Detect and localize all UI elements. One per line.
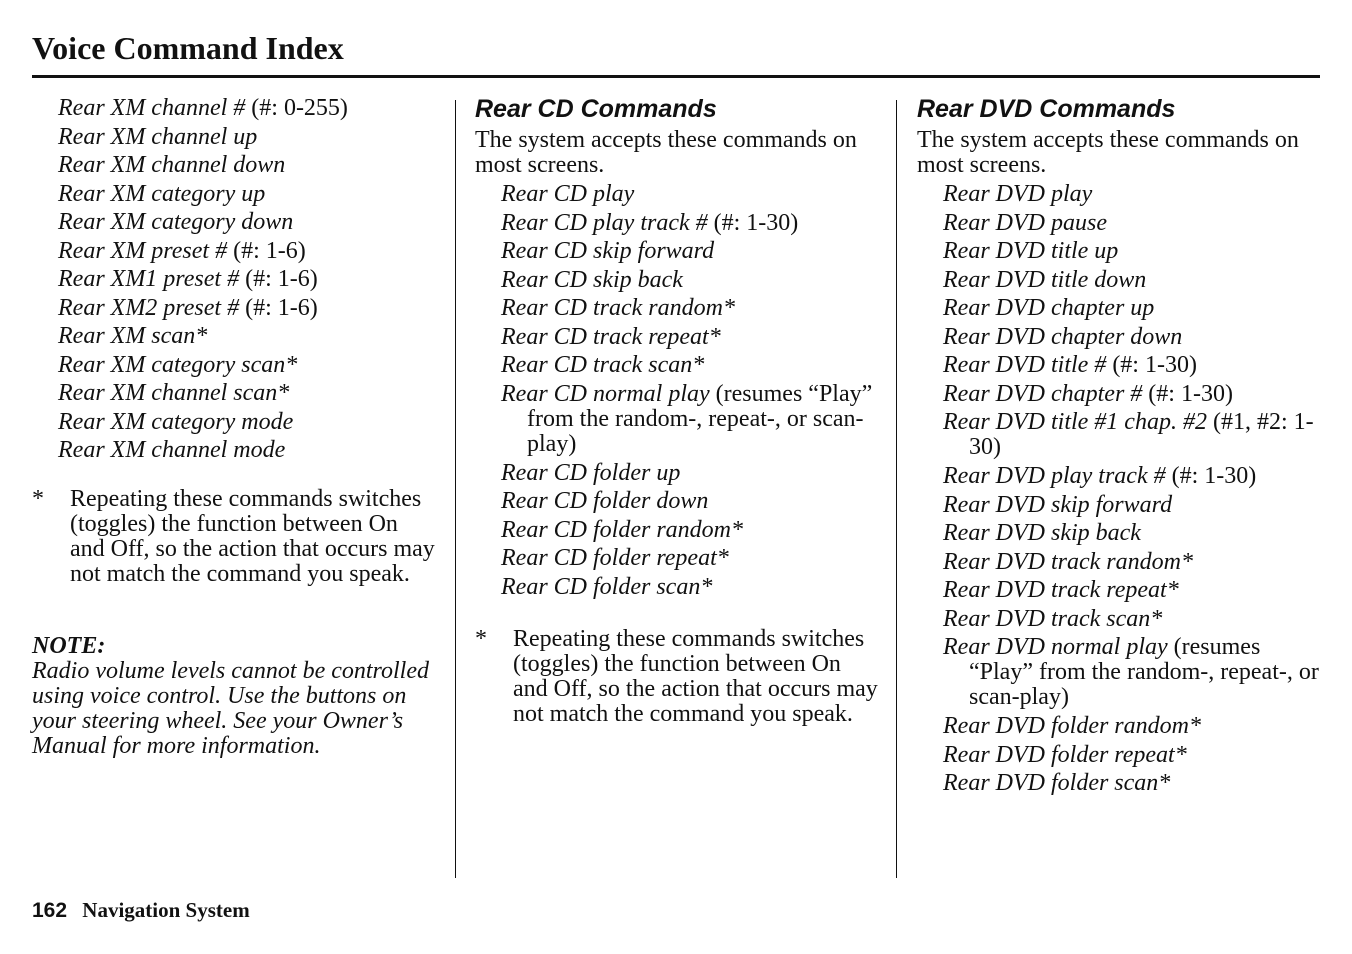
rear-dvd-heading: Rear DVD Commands bbox=[917, 95, 1176, 123]
command-item bbox=[32, 408, 437, 437]
command-phrase: Rear DVD normal play bbox=[943, 634, 1168, 660]
command-item bbox=[917, 712, 1322, 741]
command-item bbox=[917, 180, 1322, 209]
column-rear-dvd bbox=[917, 94, 1322, 798]
command-range: (#: 1-6) bbox=[227, 237, 306, 264]
command-item bbox=[475, 294, 880, 323]
command-range: (resumes “Play” from the random-, repeat-, or scan-play) bbox=[527, 380, 873, 457]
command-item bbox=[475, 180, 880, 209]
command-phrase: Rear DVD title #1 chap. #2 bbox=[943, 409, 1207, 435]
command-phrase: Rear CD folder repeat* bbox=[501, 545, 729, 571]
command-item bbox=[475, 516, 880, 545]
footnote-text: Repeating these commands switches (toggles) the function between On and Off, so the action that occurs may not match the command you speak. bbox=[70, 485, 435, 587]
command-item bbox=[917, 576, 1322, 605]
command-item bbox=[917, 548, 1322, 577]
command-phrase: Rear DVD skip forward bbox=[943, 491, 1173, 518]
command-phrase: Rear XM category scan* bbox=[58, 351, 298, 378]
command-phrase: Rear XM channel scan* bbox=[58, 380, 290, 406]
command-item bbox=[917, 323, 1322, 352]
command-phrase: Rear CD track scan* bbox=[501, 352, 705, 378]
command-phrase: Rear CD skip forward bbox=[501, 238, 715, 264]
command-phrase: Rear DVD folder repeat* bbox=[943, 741, 1187, 768]
command-item bbox=[917, 351, 1322, 380]
command-item bbox=[32, 379, 437, 408]
command-phrase: Rear XM channel mode bbox=[58, 437, 286, 463]
command-item bbox=[32, 322, 437, 351]
command-phrase: Rear DVD track repeat* bbox=[943, 577, 1179, 603]
command-phrase: Rear XM2 preset # bbox=[58, 294, 240, 321]
footer-section: Navigation System bbox=[82, 898, 250, 922]
command-phrase: Rear CD track random* bbox=[501, 295, 735, 321]
command-range: (#: 1-30) bbox=[707, 209, 799, 236]
footnote-mark: * bbox=[32, 485, 44, 512]
footnote-mark: * bbox=[475, 626, 487, 652]
command-item bbox=[32, 294, 437, 323]
command-phrase: Rear CD play bbox=[501, 181, 635, 207]
command-item bbox=[475, 209, 880, 238]
footnote bbox=[32, 487, 437, 587]
command-item bbox=[475, 237, 880, 266]
command-item bbox=[32, 237, 437, 266]
rear-dvd-intro: The system accepts these commands on most screens. bbox=[917, 127, 1299, 178]
command-phrase: Rear DVD track random* bbox=[943, 548, 1193, 575]
command-range: (#: 1-30) bbox=[1106, 352, 1197, 378]
command-range: (#: 1-6) bbox=[239, 294, 318, 321]
command-phrase: Rear DVD title # bbox=[943, 352, 1107, 378]
command-phrase: Rear XM1 preset # bbox=[58, 266, 240, 292]
command-item bbox=[475, 573, 880, 602]
command-range: (#: 1-6) bbox=[239, 266, 318, 292]
column-rear-cd bbox=[475, 94, 880, 727]
command-phrase: Rear CD folder scan* bbox=[501, 573, 713, 600]
command-item bbox=[917, 380, 1322, 409]
command-item bbox=[917, 237, 1322, 266]
command-item bbox=[917, 519, 1322, 548]
rear-cd-intro: The system accepts these commands on most screens. bbox=[475, 127, 857, 178]
command-phrase: Rear XM channel # bbox=[58, 95, 246, 121]
column-divider-right bbox=[896, 100, 897, 878]
command-item bbox=[32, 123, 437, 152]
command-item bbox=[917, 605, 1322, 634]
command-phrase: Rear DVD skip back bbox=[943, 520, 1141, 546]
column-divider-left bbox=[455, 100, 456, 878]
command-phrase: Rear DVD chapter down bbox=[943, 323, 1183, 350]
command-item bbox=[917, 294, 1322, 323]
command-phrase: Rear DVD chapter # bbox=[943, 380, 1143, 407]
command-item bbox=[32, 265, 437, 294]
command-item bbox=[475, 351, 880, 380]
command-phrase: Rear CD skip back bbox=[501, 266, 683, 293]
command-item bbox=[917, 266, 1322, 295]
command-phrase: Rear DVD track scan* bbox=[943, 605, 1163, 632]
command-phrase: Rear CD normal play bbox=[501, 380, 710, 407]
note-body: Radio volume levels cannot be controlled using voice control. Use the buttons on your steering wheel. See your Owner’s Manual for more information. bbox=[32, 657, 429, 759]
command-phrase: Rear DVD title up bbox=[943, 238, 1119, 264]
command-phrase: Rear DVD pause bbox=[943, 209, 1107, 236]
command-phrase: Rear CD folder down bbox=[501, 488, 709, 514]
command-item bbox=[475, 323, 880, 352]
command-phrase: Rear DVD title down bbox=[943, 266, 1147, 293]
command-item bbox=[917, 635, 1322, 710]
command-range: (#: 1-30) bbox=[1142, 380, 1233, 407]
command-item bbox=[475, 459, 880, 488]
command-phrase: Rear CD folder random* bbox=[501, 516, 743, 543]
command-item bbox=[32, 351, 437, 380]
command-phrase: Rear CD track repeat* bbox=[501, 323, 721, 350]
column-xm-commands bbox=[32, 94, 437, 759]
command-phrase: Rear XM category up bbox=[58, 180, 266, 207]
footnote-text: Repeating these commands switches (toggles) the function between On and Off, so the action that occurs may not match the command you speak. bbox=[513, 626, 878, 727]
note-heading: NOTE: bbox=[32, 632, 106, 659]
page-footer bbox=[32, 898, 250, 923]
command-item bbox=[475, 382, 880, 457]
rear-cd-heading: Rear CD Commands bbox=[475, 95, 717, 123]
page-title: Voice Command Index bbox=[32, 30, 344, 66]
command-item bbox=[917, 410, 1322, 460]
command-range: (#1, #2: 1-30) bbox=[969, 409, 1314, 460]
command-item bbox=[917, 491, 1322, 520]
command-phrase: Rear DVD folder random* bbox=[943, 713, 1201, 739]
command-item bbox=[32, 436, 437, 465]
command-range: (#: 0-255) bbox=[245, 95, 348, 121]
command-phrase: Rear XM category down bbox=[58, 209, 294, 235]
command-item bbox=[32, 180, 437, 209]
command-phrase: Rear DVD play bbox=[943, 181, 1093, 207]
command-phrase: Rear DVD chapter up bbox=[943, 295, 1155, 321]
command-item bbox=[917, 741, 1322, 770]
command-range: (resumes “Play” from the random-, repeat-, or scan-play) bbox=[969, 634, 1319, 710]
rear-dvd-command-list bbox=[917, 180, 1322, 798]
command-phrase: Rear XM channel down bbox=[58, 152, 286, 178]
command-item bbox=[475, 544, 880, 573]
command-phrase: Rear CD play track # bbox=[501, 209, 708, 236]
command-item bbox=[32, 208, 437, 237]
xm-command-list bbox=[32, 94, 437, 465]
footnote bbox=[475, 627, 880, 727]
command-phrase: Rear XM channel up bbox=[58, 123, 258, 150]
title-rule bbox=[32, 75, 1320, 78]
command-phrase: Rear CD folder up bbox=[501, 459, 681, 486]
command-item bbox=[475, 266, 880, 295]
command-item bbox=[475, 487, 880, 516]
command-item bbox=[32, 94, 437, 123]
command-phrase: Rear DVD folder scan* bbox=[943, 770, 1171, 796]
command-item bbox=[917, 769, 1322, 798]
page-number: 162 bbox=[32, 899, 68, 922]
command-phrase: Rear XM preset # bbox=[58, 237, 228, 264]
command-phrase: Rear DVD play track # bbox=[943, 463, 1166, 489]
rear-cd-command-list bbox=[475, 180, 880, 601]
command-range: (#: 1-30) bbox=[1165, 463, 1257, 489]
command-item bbox=[32, 151, 437, 180]
command-item bbox=[917, 209, 1322, 238]
command-item bbox=[917, 462, 1322, 491]
command-phrase: Rear XM category mode bbox=[58, 408, 294, 435]
command-phrase: Rear XM scan* bbox=[58, 323, 208, 349]
